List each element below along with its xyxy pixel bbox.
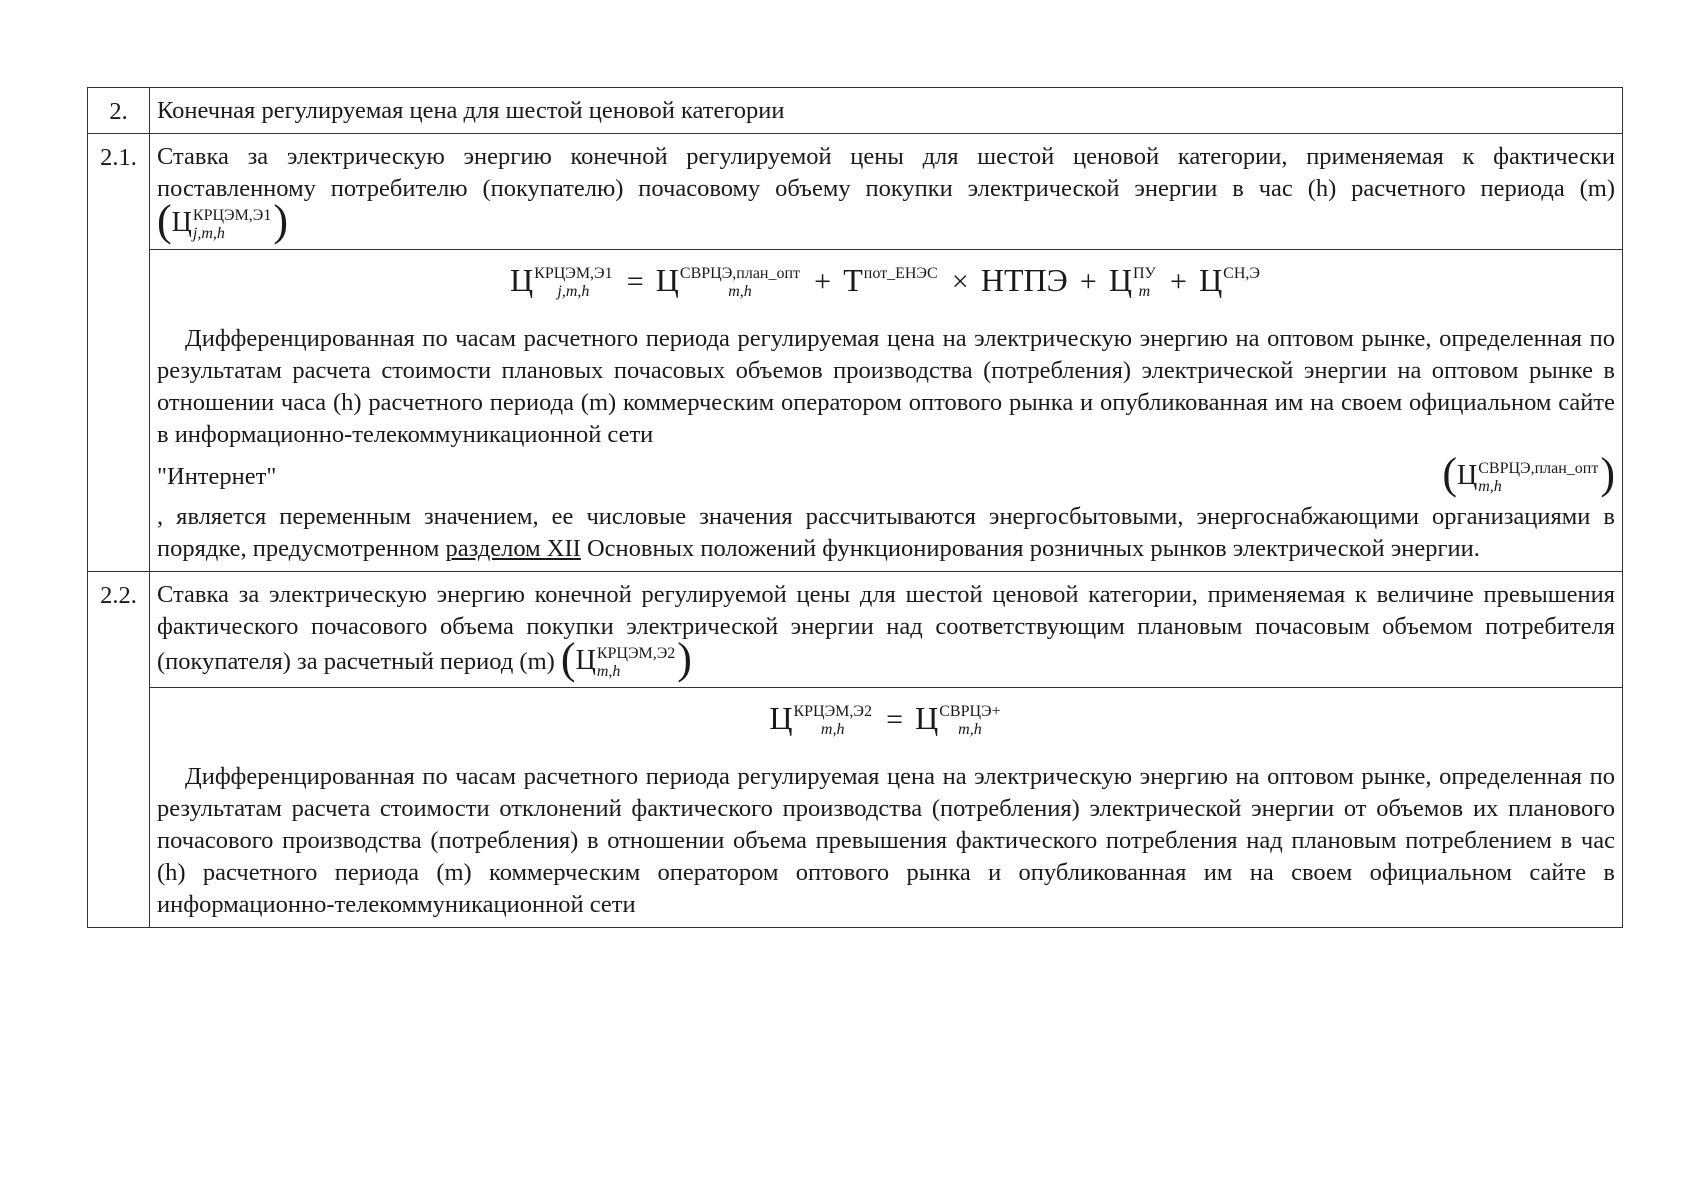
equals-sign: = (886, 702, 903, 736)
paragraph-text: , является переменным значением, ее числовые значения рассчитываются энергосбытовыми, энергоснабжающими организациями в порядке, предусмотренном (157, 503, 1615, 563)
formula (157, 261, 1615, 302)
formula-term: Ц СВРЦЭ,план_опт m,h (655, 261, 801, 301)
formula-term: Ц СН,Э (1199, 261, 1260, 298)
formula-cell (150, 249, 1623, 572)
description-text: Ставка за электрическую энергию конечной регулируемой цены для шестой ценовой категории, применяемая к фактически поставленному потребителю (покупателю) почасовому объему покупки электрической энергии в час (h) расчетного периода (m) (157, 143, 1615, 202)
plus-sign: + (814, 264, 832, 298)
explanation-paragraph: Дифференцированная по часам расчетного периода регулируемая цена на электрическую энергию на оптовом рынке, определенная по результатам расчета стоимости отклонений фактического производства (потребления) электрической энергии от объемов их планового почасового производства (потребления) в отношении объема превышения фактического потребления над плановым потреблением в час (h) расчетного периода (m) коммерческим оператором оптового рынка и опубликованная им на своем официальном сайте в информационно-телекоммуникационной сети (157, 763, 1615, 919)
formula-cell (150, 687, 1623, 928)
tariff-table (87, 87, 1623, 928)
paragraph-text: Дифференцированная по часам расчетного периода регулируемая цена на электрическую энергию на оптовом рынке, определенная по результатам расчета стоимости плановых почасовых объемов производства (потребления) электрической энергии на оптовом рынке в отношении часа (h) расчетного периода (m) коммерческим оператором оптового рынка и опубликованная им на своем официальном сайте в информационно-телекоммуникационной сети (157, 325, 1615, 449)
row-number: 2.2. (88, 572, 150, 928)
table-row (88, 249, 1623, 572)
formula-lhs: Ц КРЦЭМ,Э2 m,h (769, 699, 872, 739)
row-number: 2.1. (88, 134, 150, 572)
table-row (88, 134, 1623, 250)
equals-sign: = (626, 264, 644, 298)
paragraph-line (157, 451, 1615, 501)
formula-lhs: Ц КРЦЭМ,Э1 j,m,h (510, 261, 613, 301)
table-row (88, 88, 1623, 134)
price-symbol: (Ц СВРЦЭ,план_опт m,h ) (1442, 449, 1615, 499)
row-number: 2. (88, 88, 150, 134)
formula-term: НТПЭ (980, 261, 1068, 298)
row-heading: Конечная регулируемая цена для шестой ценовой категории (150, 88, 1623, 134)
section-link[interactable]: разделом XII (445, 535, 581, 563)
table-row (88, 687, 1623, 928)
price-symbol: (Ц КРЦЭМ,Э1 j,m,h ) (157, 196, 289, 245)
row-description (150, 134, 1623, 250)
plus-sign: + (1079, 264, 1097, 298)
price-symbol: (Ц КРЦЭМ,Э2 m,h ) (560, 634, 692, 684)
explanation-paragraph (157, 323, 1615, 565)
formula (157, 699, 1615, 740)
formula-term: Ц СВРЦЭ+ m,h (915, 699, 1001, 739)
times-sign: × (951, 264, 969, 298)
formula-term: Ц ПУ m (1108, 261, 1156, 301)
description-text: Ставка за электрическую энергию конечной регулируемой цены для шестой ценовой категории, применяемая к величине превышения фактического почасового объема покупки электрической энергии над соответствующим плановым почасовым объемом потребителя (покупателя) за расчетный период (m) (157, 581, 1615, 676)
plus-sign: + (1170, 264, 1187, 298)
formula-term: Т пот_ЕНЭС (843, 261, 938, 298)
paragraph-text: Основных положений функционирования розничных рынков электрической энергии. (586, 535, 1480, 563)
row-description (150, 572, 1623, 688)
table-row (88, 572, 1623, 688)
paragraph-text: "Интернет" (157, 463, 277, 491)
